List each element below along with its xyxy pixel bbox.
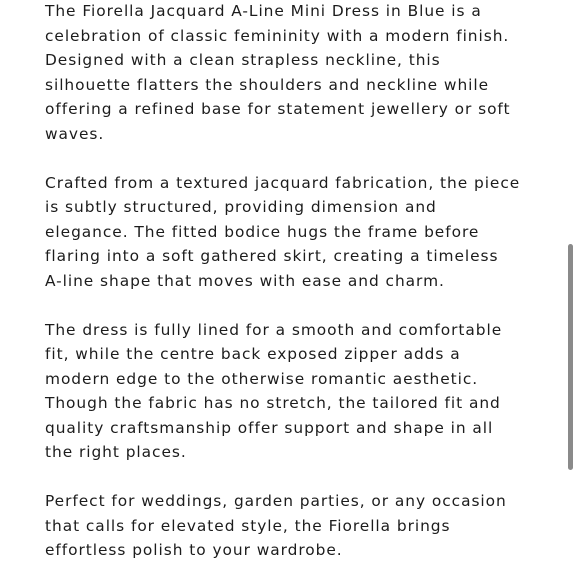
text-line: The Fiorella Jacquard A-Line Mini Dress in Blue is a	[45, 2, 482, 20]
text-line: Though the fabric has no stretch, the tailored fit and	[45, 394, 501, 412]
text-line: the right places.	[45, 443, 187, 461]
scrollbar-thumb[interactable]	[568, 244, 573, 470]
text-line: Designed with a clean strapless neckline, this	[45, 51, 441, 69]
text-line: modern edge to the otherwise romantic aesthetic.	[45, 369, 479, 388]
text-line: Crafted from a textured jacquard fabrication, the piece	[45, 173, 521, 192]
text-line: quality craftsmanship offer support and shape in all	[45, 418, 494, 437]
text-line: flaring into a soft gathered skirt, creating a timeless	[45, 247, 499, 265]
description-paragraph-3	[45, 318, 545, 465]
text-line: celebration of classic femininity with a modern finish.	[45, 26, 510, 45]
description-paragraph-2	[45, 171, 545, 294]
text-line: silhouette flatters the shoulders and neckline while	[45, 75, 490, 94]
text-line: waves.	[45, 124, 105, 143]
product-description	[45, 0, 545, 580]
description-paragraph-1	[45, 0, 545, 146]
text-line: offering a refined base for statement jewellery or soft	[45, 100, 511, 118]
text-line: effortless polish to your wardrobe.	[45, 541, 343, 559]
vertical-scrollbar[interactable]	[566, 0, 580, 580]
text-line: fit, while the centre back exposed zipper adds a	[45, 345, 461, 363]
text-line: The dress is fully lined for a smooth and comfortable	[45, 320, 503, 339]
description-paragraph-4	[45, 489, 545, 563]
text-line: elegance. The fitted bodice hugs the frame before	[45, 222, 480, 241]
text-line: Perfect for weddings, garden parties, or any occasion	[45, 492, 507, 510]
text-line: that calls for elevated style, the Fiorella brings	[45, 516, 451, 535]
text-line: A-line shape that moves with ease and charm.	[45, 271, 445, 290]
text-line: is subtly structured, providing dimension and	[45, 198, 437, 216]
